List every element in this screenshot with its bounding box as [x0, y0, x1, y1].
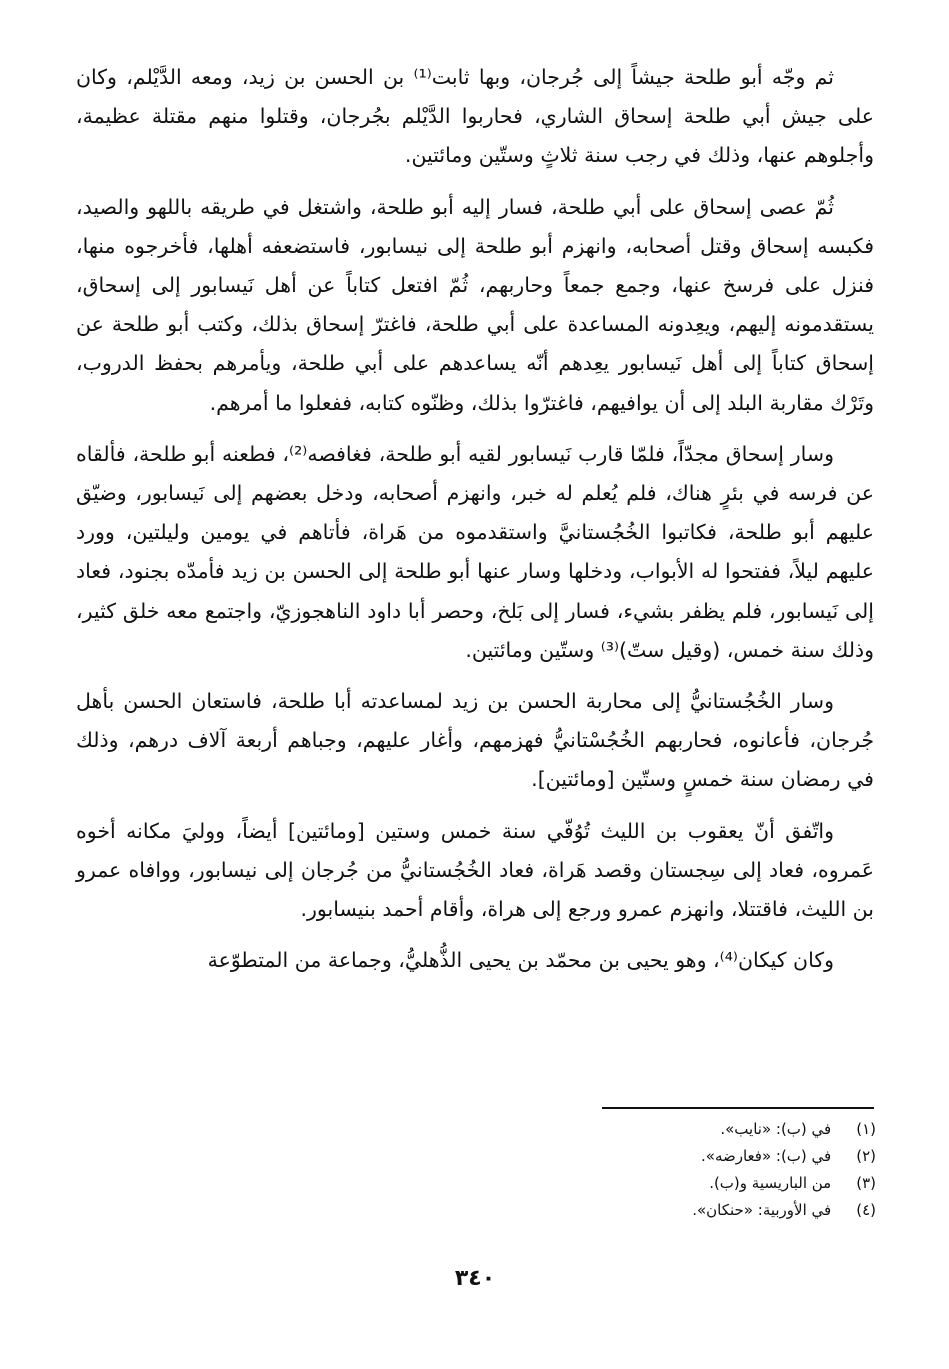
paragraph-3: وسار إسحاق مجدّاً، فلمّا قارب نَيسابور لقيه أبو طلحة، فغافصه⁽²⁾، فطعنه أبو طلحة، فألقاه عن فرسه في بئرٍ هناك، فلم يُعلم له خبر، وانهزم أصحابه، ودخل بعضهم إلى نَيسابور، وضيّق عليهم أبو طلحة، فكاتبوا الخُجُستانيَّ واستقدموه من هَراة، فأتاهم في يومين وليلتين، وورد عليهم ليلاً، ففتحوا له الأبواب، ودخلها وسار عنها أبو طلحة إلى الحسن بن زيد فأمدّه بجنود، فعاد إلى نَيسابور، فلم يظفر بشيء، فسار إلى بَلخ، وحصر أبا داود الناهجوزيّ، واجتمع معه خلق كثير، وذلك سنة خمس، (وقيل ستّ)⁽³⁾ وستّين ومائتين. [76, 441, 874, 662]
page-number: ٣٤٠ [454, 1266, 496, 1291]
footnote-2 [420, 1143, 876, 1170]
footnote-number: (٢) [856, 1147, 876, 1165]
paragraph-6: وكان كيكان⁽⁴⁾، وهو يحيى بن محمّد بن يحيى الذُّهليُّ، وجماعة من المتطوّعة [207, 948, 834, 973]
paragraph-5: واتّفق أنّ يعقوب بن الليث تُوُفّي سنة خمس وستين [ومائتين] أيضاً، ووليَ مكانه أخوه عَمروه، فعاد إلى سِجستان وقصد هَراة، فعاد الخُجُستانيُّ من جُرجان إلى نيسابور، ووافاه عمرو بن الليث، فاقتتلا، وانهزم عمرو ورجع إلى هراة، وأقام أحمد بنيسابور. [76, 818, 874, 922]
footnote-4 [420, 1197, 876, 1224]
main-text [76, 58, 874, 992]
footnote-number: (١) [856, 1120, 876, 1138]
footnote-3 [420, 1170, 876, 1197]
footnotes [420, 1116, 876, 1224]
paragraph-4: وسار الخُجُستانيُّ إلى محاربة الحسن بن زيد لمساعدته أبا طلحة، فاستعان الحسن بأهل جُرجان، فأعانوه، فحاربهم الخُجُسْتانيُّ فهزمهم، وأغار عليهم، وجباهم أربعة آلاف درهم، وذلك في رمضان سنة خمسٍ وستّين [ومائتين]. [76, 689, 874, 792]
footnote-text: في الأوربية: «حنكان». [692, 1201, 832, 1219]
paragraph-1: ثم وجّه أبو طلحة جيشاً إلى جُرجان، وبها ثابت⁽¹⁾ بن الحسن بن زيد، ومعه الدَّيْلم، وكان على جيش أبي طلحة إسحاق الشاري، فحاربوا الدَّيْلم بجُرجان، وقتلوا منهم مقتلة عظيمة، وأجلوهم عنها، وذلك في رجب سنة ثلاثٍ وستّين ومائتين. [76, 65, 874, 168]
footnote-number: (٣) [856, 1174, 876, 1192]
footnote-1 [420, 1116, 876, 1143]
footnote-text: في (ب): «نايب». [720, 1120, 832, 1138]
footnote-divider [602, 1107, 874, 1109]
footnote-text: من الباريسية و(ب). [709, 1174, 832, 1192]
paragraph-2: ثُمّ عصى إسحاق على أبي طلحة، فسار إليه أبو طلحة، واشتغل في طريقه باللهو والصيد، فكبسه إسحاق وقتل أصحابه، وانهزم أبو طلحة إلى نيسابور، فاستضعفه أهلها، فأخرجوه منها، فنزل على فرسخ عنها، وجمع جمعاً وحاربهم، ثُمّ افتعل كتاباً عن أهل نَيسابور إلى إسحاق، يستقدمونه إليهم، ويعِدونه المساعدة على أبي طلحة، فاغترّ إسحاق بذلك، وكتب أبو طلحة عن إسحاق كتاباً إلى أهل نَيسابور يعِدهم أنّه يساعدهم على أبي طلحة، ويأمرهم بحفظ الدروب، وتَرْك مقاربة البلد إلى أن يوافيهم، فاغترّوا بذلك، وظنّوه كتابه، ففعلوا ما أمرهم. [76, 194, 874, 415]
footnote-text: في (ب): «فعارضه». [701, 1147, 832, 1165]
footnote-number: (٤) [856, 1201, 876, 1219]
